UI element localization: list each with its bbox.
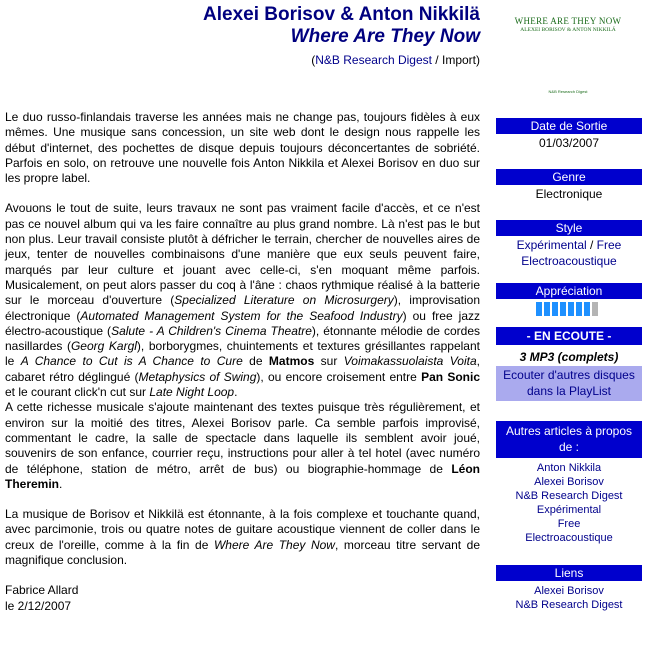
playlist-link[interactable]: Ecouter d'autres disques dans la PlayList [496,366,642,401]
text-run: . [59,476,63,491]
track-title: Automated Management System for the Seafood Industry [80,308,403,323]
rating-bar [496,299,642,319]
text-run: ), étonnante mélodie de cordes nasillardes ( [5,323,480,354]
text-run: Avouons le tout de suite, leurs travaux ne sont pas vraiment facile d'accès, et ce n'est pas ce nouvel album qui va les faire connaître au plus grand nombre. Là n'est pas le but non plus. Leur travail consiste plutôt à défricher le terrain, chercher de nouvelles aires de jeux, tenter de nouvelles combinaisons d'une manière que eux seuls peuvent faire, marqués par leur culture et jouant avec celle-ci, s'en moquant même parfois. Musicalement, on peut alors passer du coq à l'âne : chaos rythmique réalisé à la batterie sur le morceau d'ouverture ( [5,201,480,308]
related-link-experimental[interactable]: Expérimental [536,504,602,516]
external-link-alexei-borisov[interactable]: Alexei Borisov [534,585,604,597]
track-title: Late Night Loop [149,385,235,400]
text-run: ), borborygmes, chuintements et textures grésillantes rappelant le [5,339,480,369]
album-reference: A Chance to Cut is A Chance to Cure [20,354,243,369]
label-close-paren: ) [476,53,480,67]
text-run: et le courant click'n cut sur [5,385,150,400]
label-open-paren: ( [311,53,316,67]
article-paragraph-1: Le duo russo-finlandais traverse les années mais ne change pas, toujours fidèles à eux mêmes. Une musique sans concession, un site web dont le design nous rappelle les début d'internet, des pochettes de disque depuis toujours déconcertantes de sobriété. Parfois en solo, on retrouve une nouvelle fois Anton Nikkila et Alexei Borisov en duo sur les propre label. [5,110,480,186]
text-run: ), ou encore croisement entre [256,369,422,384]
related-link-alexei-borisov[interactable]: Alexei Borisov [534,476,604,488]
label-line [0,52,480,68]
text-run: ) ou free jazz électro-acoustique ( [5,308,480,338]
rating-cell-filled [568,302,574,316]
rating-cell-empty [592,302,598,316]
style-heading: Style [496,220,642,236]
article-paragraph-4 [5,507,480,568]
label-separator: / [431,53,442,67]
style-link-electroacoustique[interactable]: Electroacoustique [521,254,617,268]
related-articles-heading: Autres articles à propos de : [496,421,642,458]
cover-artists: ALEXEI BORISOV & ANTON NIKKILÄ [520,27,616,33]
label-link[interactable]: N&B Research Digest [315,53,432,67]
page-title: Alexei Borisov & Anton Nikkilä [203,4,480,25]
text-run: A cette richesse musicale s'ajoute maintenant des textes puisque très régulièrement, et environ sur la moitié des titres, Alexei Borisov parle. Ca semble parfois improvisé, commentant le cadre, la salle de spectacle dans laquelle ils semblent avoir joué, souvenirs de son enfance, courrier reçu, instructions pour aller à tel hotel (avec numéro de téléphone, station de métro, arrêt de bus) ou biographie-hommage de [5,400,480,476]
related-articles-list [496,458,642,545]
article-paragraph-2 [5,201,480,400]
mp3-count: 3 MP3 (complets) [519,350,619,364]
author-name: Fabrice Allard [5,583,79,598]
track-title: Where Are They Now [213,537,335,552]
text-run: La musique de Borisov et Nikkilä est étonnante, à la fois complexe et touchante quand, avec parcimonie, trois ou quatre notes de guitare acoustique viennent de coller dans le creux de l'oreille, comme à la fin de [5,507,480,552]
album-title: Where Are They Now [290,26,480,47]
person-reference: Léon Theremin [5,461,480,491]
links-heading: Liens [496,565,642,581]
album-cover [497,4,639,96]
rating-cell-filled [552,302,558,316]
track-title: Metaphysics of Swing [138,369,257,384]
article-paragraph-3 [5,400,480,492]
article-signature [5,583,480,614]
text-run: sur [314,354,344,369]
release-date-value: 01/03/2007 [538,136,600,150]
info-sidebar [496,118,642,612]
style-link-free[interactable]: Free [596,238,622,252]
track-title: Salute - A Children's Cinema Theatre [111,323,312,338]
external-links-list [496,581,642,612]
genre-heading: Genre [496,169,642,185]
rating-cell-filled [536,302,542,316]
style-link-experimental[interactable]: Expérimental [516,238,587,252]
external-link-nb-research-digest[interactable]: N&B Research Digest [515,599,623,611]
artist-reference: Matmos [268,354,315,369]
style-values [496,236,642,269]
label-type: Import [441,53,476,67]
track-title: Georg Kargl [70,339,137,354]
cover-title: WHERE ARE THEY NOW [514,16,622,26]
cover-footer: N&B Research Digest [548,89,588,94]
review-article [5,110,480,614]
release-date-heading: Date de Sortie [496,118,642,134]
text-run: . [234,385,238,400]
related-link-electroacoustique[interactable]: Electroacoustique [525,532,613,544]
artist-reference: Pan Sonic [421,369,480,384]
rating-cell-filled [560,302,566,316]
rating-cell-filled [576,302,582,316]
text-run: , morceau titre servant de magnifique conclusion. [5,537,480,568]
rating-heading: Appréciation [496,283,642,299]
article-date: le 2/12/2007 [5,598,72,613]
rating-cell-filled [584,302,590,316]
related-link-nb-research-digest[interactable]: N&B Research Digest [515,490,623,502]
related-link-anton-nikkila[interactable]: Anton Nikkila [536,462,602,474]
related-link-free[interactable]: Free [557,518,581,530]
rating-cell-filled [544,302,550,316]
text-run: ), improvisation électronique ( [5,293,480,323]
text-run: , cabaret rétro déglingué ( [5,354,480,384]
now-playing-heading: - EN ECOUTE - [496,327,642,345]
track-title: Voimakassuolaista Voita [343,354,477,369]
track-title: Specialized Literature on Microsurgery [174,293,394,308]
genre-value: Electronique [535,187,603,201]
text-run: de [242,354,269,369]
style-separator: / [586,238,597,252]
review-header [0,4,480,68]
